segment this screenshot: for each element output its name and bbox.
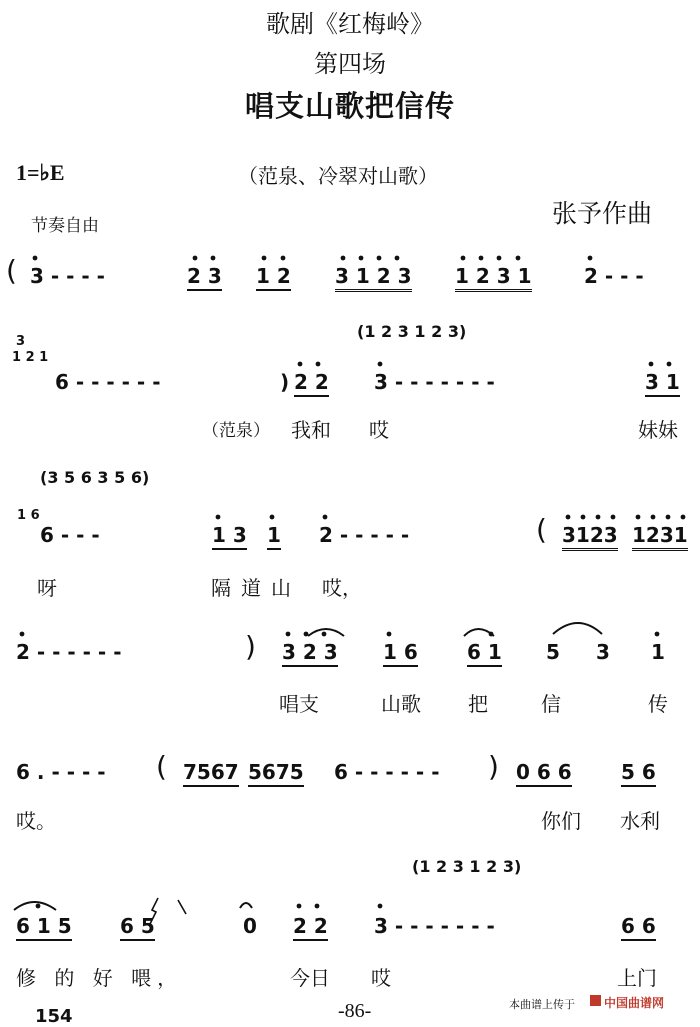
note-group: 0 6 6 <box>516 760 572 787</box>
lyric: 修 的 好 喂， <box>16 966 184 990</box>
upload-note: 本曲谱上传于 <box>509 998 575 1011</box>
lyric: 隔道山 <box>211 576 301 600</box>
lyric: 你们 <box>541 809 581 833</box>
lyric: 唱支 <box>279 692 319 716</box>
lyric: 上门 <box>617 966 657 990</box>
close-paren: ) <box>280 370 290 394</box>
lyric: 我和 <box>291 418 331 442</box>
note-group: 6 5 <box>120 914 155 941</box>
note-group: 3 1 2 3 <box>335 264 412 292</box>
note-group: 2 2 <box>293 914 328 941</box>
note-group: 6 1 5 <box>16 914 72 941</box>
note-group: 5 6 <box>621 760 656 787</box>
song-title: 唱支山歌把信传 <box>244 89 455 123</box>
lyric: 水利 <box>620 809 660 833</box>
open-paren: ( <box>536 513 547 546</box>
note-group: 7567 <box>183 760 239 787</box>
subtitle: （范泉、冷翠对山歌） <box>238 164 438 188</box>
note-group: 3 1 <box>645 370 680 397</box>
note-group: 3123 <box>562 523 618 551</box>
note-group: 5675 <box>248 760 304 787</box>
lyric: 妹妹 <box>638 418 678 442</box>
note-group: 1 6 <box>383 640 418 667</box>
note-group: 3 <box>596 640 610 664</box>
note-group: 6 - - - - - - <box>55 370 161 394</box>
note-group: 1 2 <box>256 264 291 291</box>
lyric: 哎 <box>369 418 389 442</box>
note-group: 6 6 <box>621 914 656 941</box>
lyric: 山歌 <box>381 692 421 716</box>
note-group: 1231 <box>632 523 688 551</box>
key-signature: 1=♭E <box>16 160 65 185</box>
lyric-role: （范泉） <box>202 421 270 441</box>
note-group: 2 - - - <box>584 264 644 288</box>
upper-ornament: (1 2 3 1 2 3) <box>412 857 522 876</box>
lyric: 哎 <box>371 966 391 990</box>
note-group: 6 1 <box>467 640 502 667</box>
cut-off-text: 154 <box>35 1006 73 1027</box>
note-group: 5 <box>546 640 560 664</box>
note-group: 2 - - - - - - <box>16 640 122 664</box>
note-group: 6 . - - - - <box>16 760 106 784</box>
note-group: 6 - - - - - - <box>334 760 440 784</box>
scene-title: 第四场 <box>314 50 386 78</box>
note-group: 1 2 3 1 <box>455 264 532 292</box>
note-group: 2 2 <box>294 370 329 397</box>
site-logo: 中国曲谱网 <box>604 996 665 1010</box>
note-group: 3 - - - - <box>30 264 105 288</box>
note-group: 2 3 <box>187 264 222 291</box>
open-paren: ( <box>6 254 17 287</box>
note-group: 2 - - - - - <box>319 523 410 547</box>
note-group: 6 - - - <box>40 523 100 547</box>
note-group: 1 3 <box>212 523 247 550</box>
note-group: 1 <box>267 523 281 550</box>
composer: 张予作曲 <box>552 199 653 228</box>
note-group: 3 - - - - - - - <box>374 914 495 938</box>
grace-notes: 1 6 <box>17 508 40 523</box>
note-group: 1 <box>651 640 665 664</box>
tempo-marking: 节奏自由 <box>31 216 99 236</box>
upper-ornament: (3 5 6 3 5 6) <box>40 468 150 487</box>
close-paren: ) <box>488 750 499 783</box>
lyric: 哎， <box>322 576 362 600</box>
upper-ornament: (1 2 3 1 2 3) <box>357 322 467 341</box>
page-number: -86- <box>338 1000 372 1022</box>
note-group: 3 2 3 <box>282 640 338 667</box>
grace-notes: 1 2 1 <box>12 350 49 365</box>
lyric: 把 <box>468 692 488 716</box>
grace-triplet-mark: 3 <box>16 334 26 349</box>
rest-note: 0 <box>243 914 257 938</box>
open-paren: ( <box>156 750 167 783</box>
lyric: 信 <box>541 692 561 716</box>
lyric: 传 <box>648 692 668 716</box>
opera-title: 歌剧《红梅岭》 <box>266 10 434 38</box>
note-group: 3 - - - - - - - <box>374 370 495 394</box>
lyric: 哎。 <box>16 809 56 833</box>
lyric: 今日 <box>290 966 330 990</box>
close-paren: ) <box>245 630 256 663</box>
lyric: 呀 <box>37 576 57 600</box>
